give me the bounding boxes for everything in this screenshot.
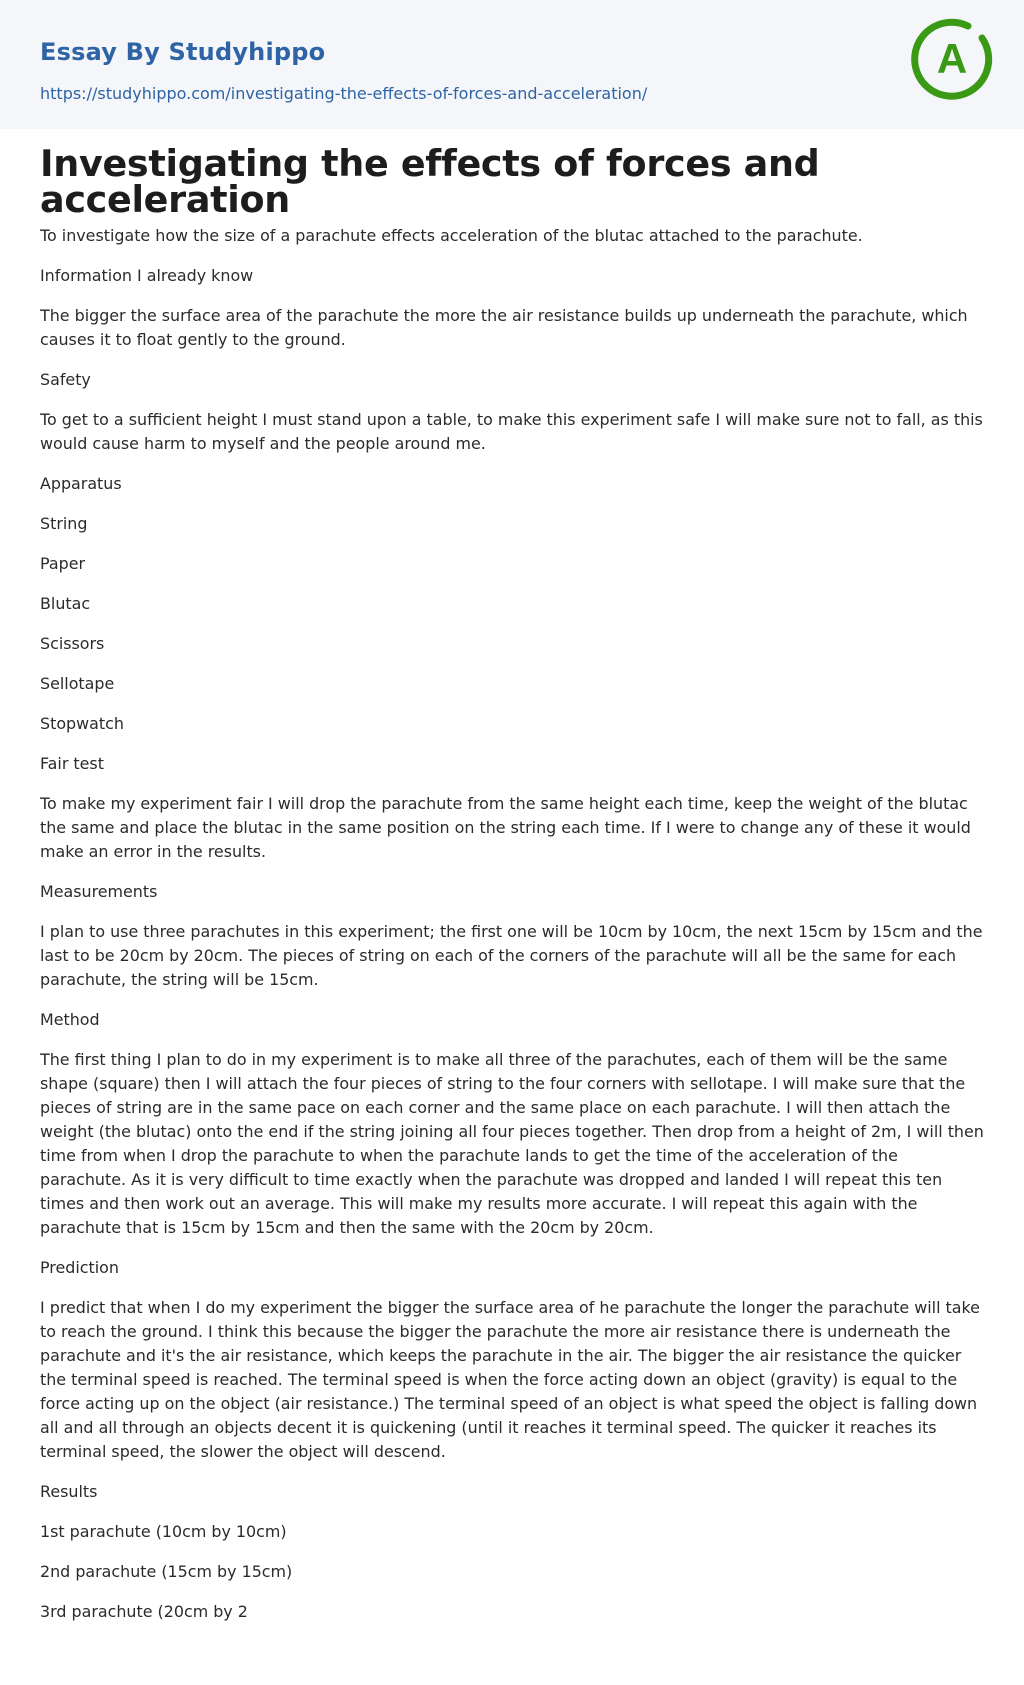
brand-title[interactable]: Essay By Studyhippo [40,38,326,66]
essay-paragraph: Fair test [40,754,104,773]
essay-paragraph: 1st parachute (10cm by 10cm) [40,1522,287,1541]
essay-paragraph: Sellotape [40,674,115,693]
essay-paragraph: Stopwatch [40,714,124,733]
studyhippo-logo-icon[interactable] [906,16,998,108]
essay-title: Investigating the effects of forces and acceleration [40,142,820,221]
essay-paragraph: Blutac [40,594,91,613]
essay-url-link[interactable]: https://studyhippo.com/investigating-the-effects-of-forces-and-acceleration/ [40,84,648,103]
essay-paragraph: Safety [40,370,91,389]
essay-paragraph: The bigger the surface area of the parachute the more the air resistance builds up underneath the parachute, which causes it to float gently to the ground. [40,306,968,349]
essay-paragraph: String [40,514,88,533]
essay-paragraph: 2nd parachute (15cm by 15cm) [40,1562,293,1581]
logo-letter: A [936,35,968,82]
essay-paragraph: I predict that when I do my experiment the bigger the surface area of he parachute the longer the parachute will take to reach the ground. I think this because the bigger the parachute the more air resistance there is underneath the parachute and it's the air resistance, which keeps the parachute in the air. The bigger the air resistance the quicker the terminal speed is reached. The terminal speed is when the force acting down an object (gravity) is equal to the force acting up on the object (air resistance.) The terminal speed of an object is what speed the object is falling down all and all through an objects decent it is quickening (until it reaches it terminal speed. The quicker it reaches its terminal speed, the slower the object will descend. [40,1298,980,1461]
site-header [0,0,1024,129]
essay-paragraph: Scissors [40,634,105,653]
essay-paragraph: Apparatus [40,474,122,493]
essay-paragraph: Method [40,1010,100,1029]
essay-paragraph: Results [40,1482,98,1501]
essay-paragraph: To get to a sufficient height I must stand upon a table, to make this experiment safe I will make sure not to fall, as this would cause harm to myself and the people around me. [40,410,983,453]
essay-content [40,142,985,1640]
essay-paragraph: The first thing I plan to do in my experiment is to make all three of the parachutes, each of them will be the same shape (square) then I will attach the four pieces of string to the four corners with sellotape. I will make sure that the pieces of string are in the same pace on each corner and the same place on each parachute. I will then attach the weight (the blutac) onto the end if the string joining all four pieces together. Then drop from a height of 2m, I will then time from when I drop the parachute to when the parachute lands to get the time of the acceleration of the parachute. As it is very difficult to time exactly when the parachute was dropped and landed I will repeat this ten times and then work out an average. This will make my results more accurate. I will repeat this again with the parachute that is 15cm by 15cm and then the same with the 20cm by 20cm. [40,1050,984,1237]
essay-paragraph: I plan to use three parachutes in this experiment; the first one will be 10cm by 10cm, the next 15cm by 15cm and the last to be 20cm by 20cm. The pieces of string on each of the corners of the parachute will all be the same for each parachute, the string will be 15cm. [40,922,983,989]
essay-paragraph: To investigate how the size of a parachute effects acceleration of the blutac attached to the parachute. [40,226,863,245]
essay-paragraph: Prediction [40,1258,119,1277]
essay-paragraph: Paper [40,554,86,573]
essay-paragraph: Information I already know [40,266,254,285]
essay-paragraph: Measurements [40,882,158,901]
essay-paragraph: To make my experiment fair I will drop the parachute from the same height each time, keep the weight of the blutac the same and place the blutac in the same position on the string each time. If I were to change any of these it would make an error in the results. [40,794,971,861]
essay-paragraph: 3rd parachute (20cm by 2 [40,1602,248,1621]
